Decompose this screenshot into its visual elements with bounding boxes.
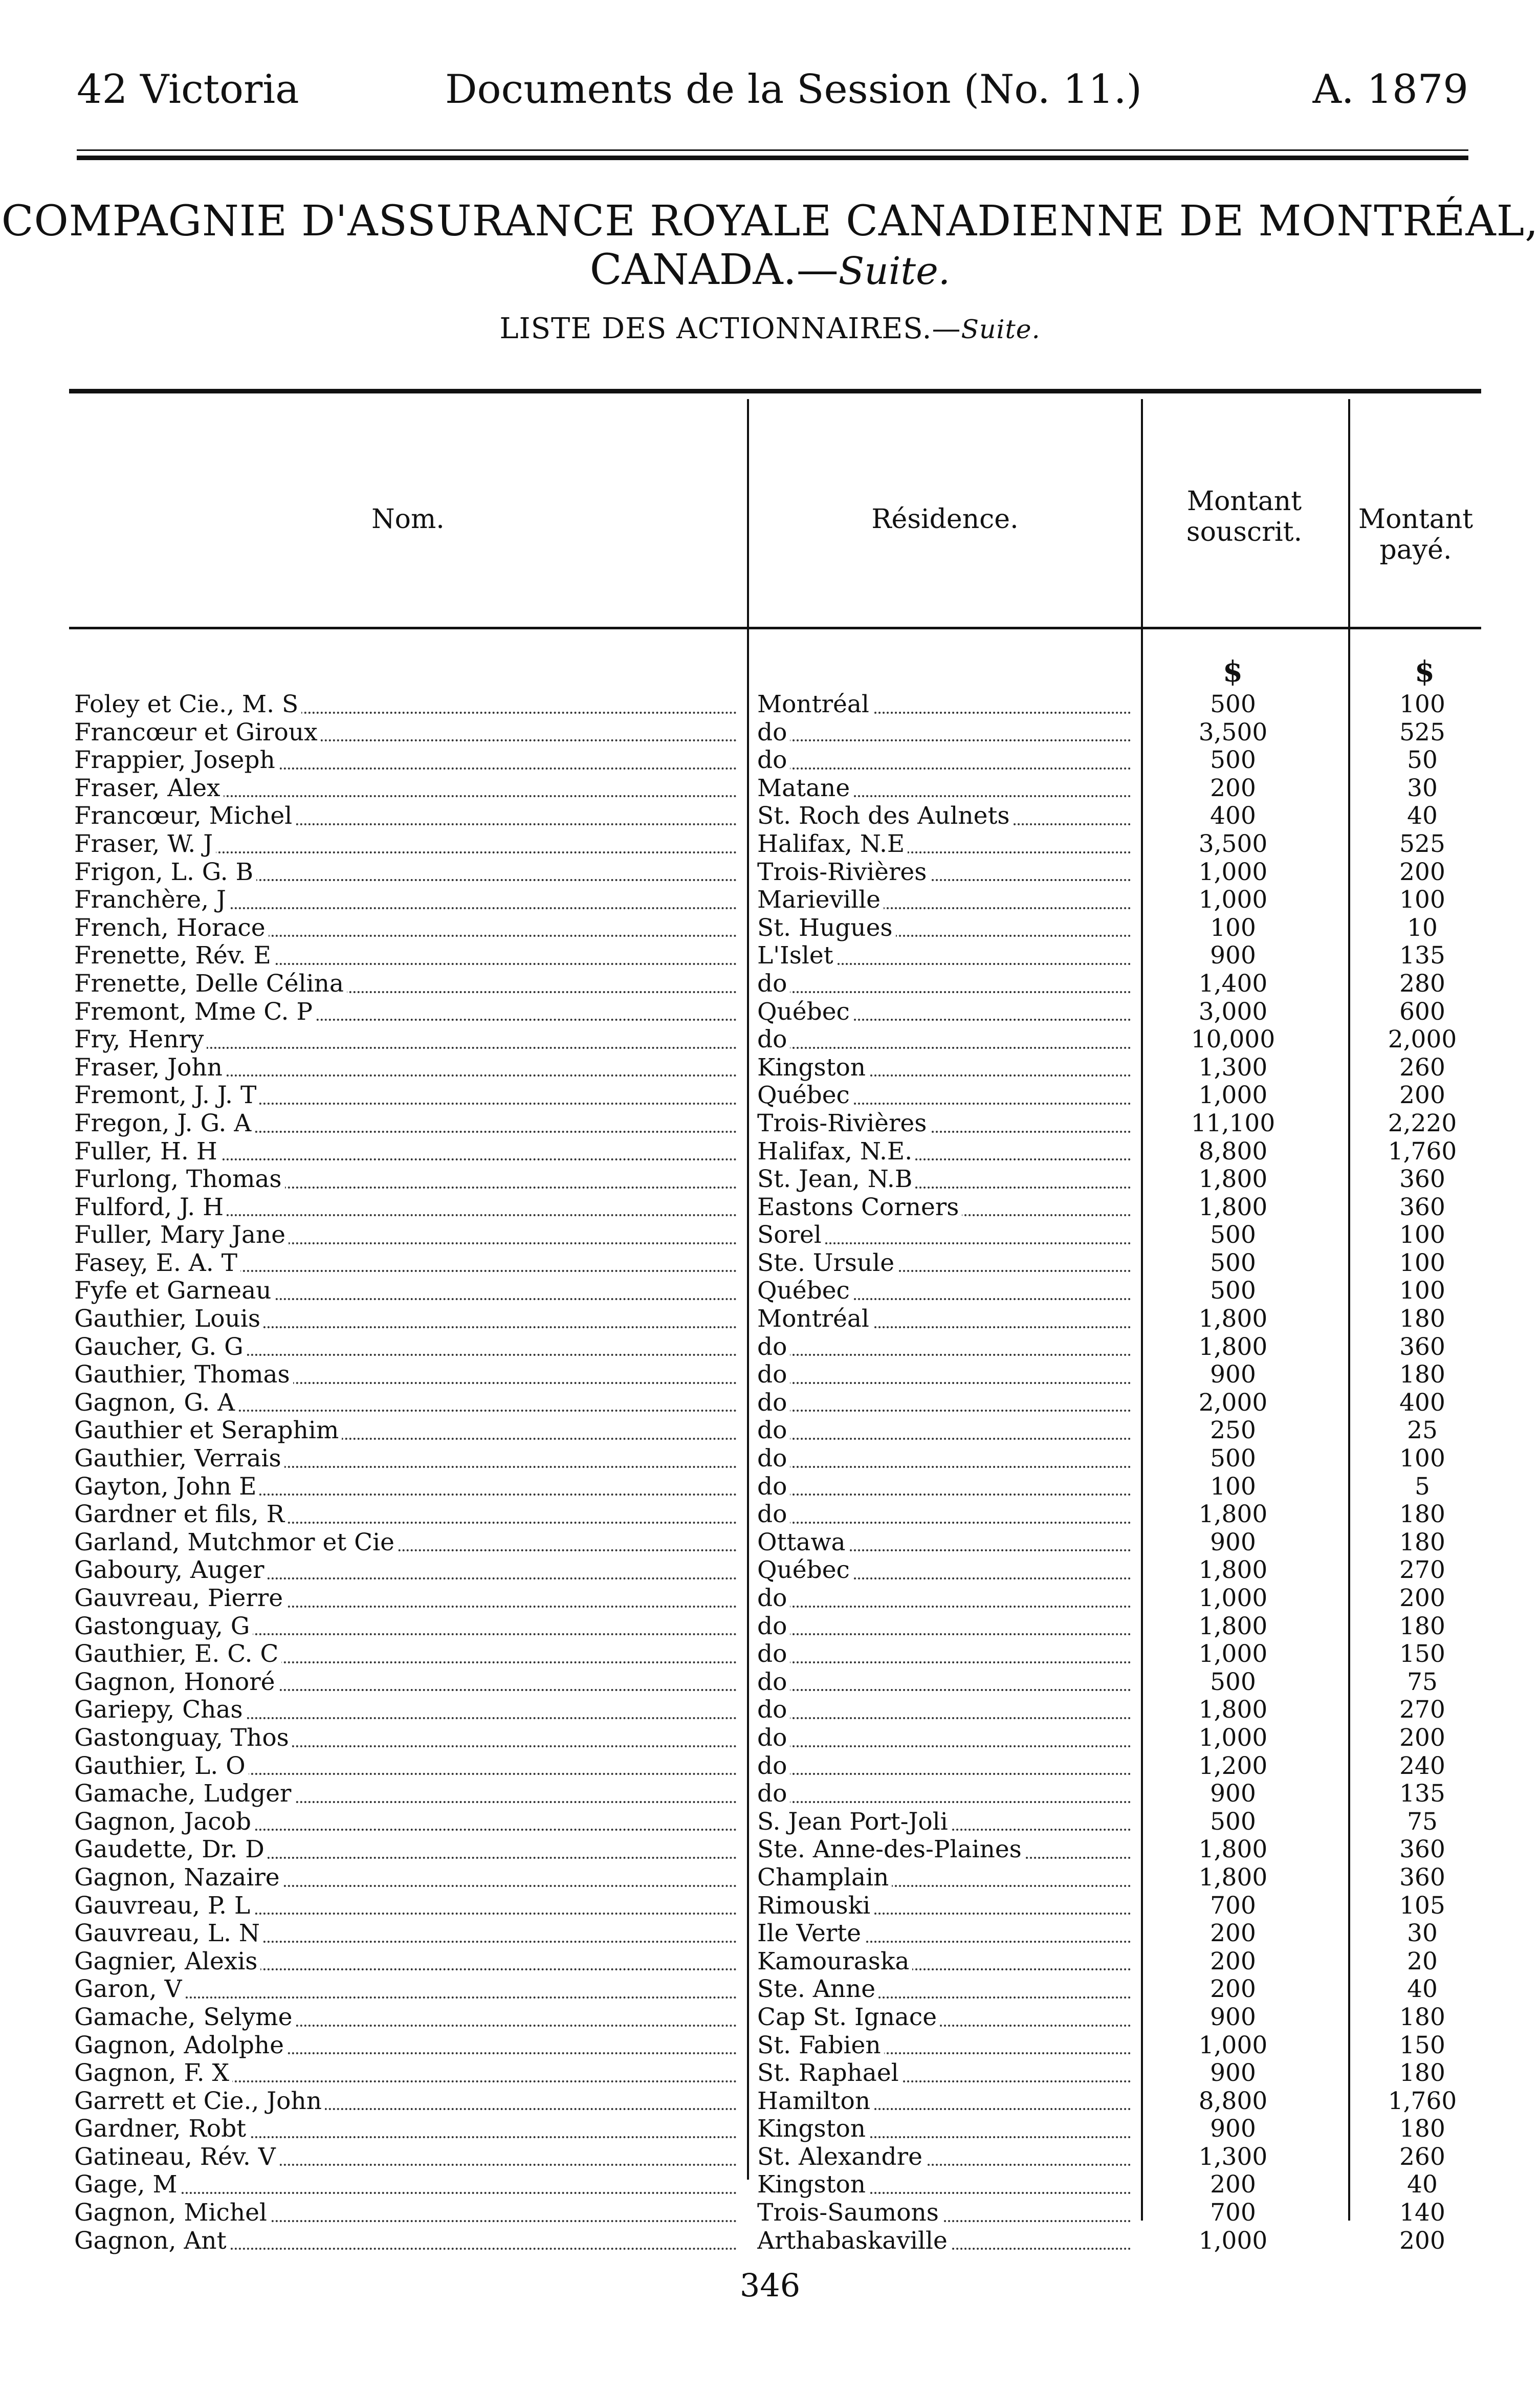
cell-residence: do (757, 719, 1115, 747)
list-title: LISTE DES ACTIONNAIRES.—Suite. (499, 312, 1041, 345)
cell-montant-souscrit: 200 (1210, 1920, 1256, 1948)
cell-name: Garland, Mutchmor et Cie (74, 1529, 724, 1557)
column-header-residence: Résidence. (871, 504, 1019, 535)
cell-name: Furlong, Thomas (74, 1166, 724, 1194)
cell-montant-paye: 240 (1399, 1752, 1445, 1780)
running-head-center: Documents de la Session (No. 11.) (445, 67, 1142, 113)
cell-montant-souscrit: 900 (1210, 2059, 1256, 2088)
cell-name: Frappier, Joseph (74, 747, 724, 775)
cell-name: Gauvreau, Pierre (74, 1585, 724, 1613)
cell-name: Gagnier, Alexis (74, 1948, 724, 1976)
cell-name: Gaudette, Dr. D (74, 1836, 724, 1864)
cell-name: Fulford, J. H (74, 1194, 724, 1222)
cell-name: Garrett et Cie., John (74, 2088, 724, 2116)
table-row (69, 2227, 1481, 2255)
column-header-montant-paye: Montant payé. (1358, 504, 1473, 565)
cell-montant-paye: 280 (1399, 970, 1445, 998)
cell-montant-paye: 40 (1407, 1975, 1438, 2004)
cell-residence: Hamilton (757, 2088, 1115, 2116)
cell-montant-souscrit: 250 (1210, 1417, 1256, 1445)
cell-name: Frigon, L. G. B (74, 859, 724, 887)
cell-residence: St. Roch des Aulnets (757, 802, 1115, 830)
cell-montant-souscrit: 1,800 (1198, 1305, 1268, 1333)
cell-residence: do (757, 1333, 1115, 1362)
cell-montant-souscrit: 100 (1210, 914, 1256, 942)
table-top-rule (69, 389, 1481, 393)
cell-name: Fraser, Alex (74, 775, 724, 803)
cell-residence: do (757, 1640, 1115, 1668)
cell-name: Gamache, Selyme (74, 2004, 724, 2032)
cell-montant-paye: 105 (1399, 1892, 1445, 1920)
cell-name: Gauthier, E. C. C (74, 1640, 724, 1668)
cell-montant-souscrit: 500 (1210, 691, 1256, 718)
cell-residence: St. Fabien (757, 2032, 1115, 2060)
cell-residence: Ste. Anne-des-Plaines (757, 1836, 1115, 1864)
cell-montant-paye: 270 (1399, 1696, 1445, 1724)
cell-residence: do (757, 1668, 1115, 1697)
cell-montant-souscrit: 1,200 (1198, 1752, 1268, 1780)
cell-residence: do (757, 1501, 1115, 1529)
cell-residence: do (757, 1752, 1115, 1781)
cell-name: French, Horace (74, 914, 724, 942)
cell-residence: Québec (757, 1556, 1115, 1585)
cell-name: Gagnon, Ant (74, 2227, 724, 2255)
cell-montant-souscrit: 8,800 (1198, 2087, 1268, 2115)
cell-residence: Matane (757, 775, 1115, 803)
cell-montant-souscrit: 1,300 (1198, 1053, 1268, 1082)
cell-montant-paye: 5 (1415, 1473, 1430, 1501)
cell-montant-souscrit: 1,800 (1198, 1556, 1268, 1585)
cell-montant-souscrit: 1,800 (1198, 1863, 1268, 1892)
cell-montant-paye: 75 (1407, 1808, 1438, 1836)
cell-montant-souscrit: 1,000 (1198, 2031, 1268, 2059)
cell-montant-paye: 180 (1399, 1361, 1445, 1389)
cell-name: Gastonguay, G (74, 1613, 724, 1641)
cell-montant-souscrit: 500 (1210, 1445, 1256, 1473)
cell-name: Gaucher, G. G (74, 1333, 724, 1362)
cell-montant-souscrit: 100 (1210, 1473, 1256, 1501)
cell-montant-paye: 200 (1399, 1082, 1445, 1110)
cell-residence: Montréal (757, 691, 1115, 719)
cell-montant-souscrit: 900 (1210, 2115, 1256, 2143)
cell-montant-paye: 260 (1399, 2143, 1445, 2171)
cell-montant-souscrit: 500 (1210, 1668, 1256, 1696)
cell-montant-souscrit: 200 (1210, 1975, 1256, 2004)
cell-montant-paye: 100 (1399, 886, 1445, 914)
cell-montant-souscrit: 1,800 (1198, 1836, 1268, 1864)
cell-name: Franchère, J (74, 886, 724, 914)
cell-name: Gauthier, Thomas (74, 1361, 724, 1389)
cell-montant-souscrit: 500 (1210, 1808, 1256, 1836)
cell-montant-paye: 360 (1399, 1193, 1445, 1221)
cell-residence: Québec (757, 1082, 1115, 1110)
cell-montant-souscrit: 900 (1210, 942, 1256, 970)
cell-residence: do (757, 1417, 1115, 1445)
cell-montant-paye: 30 (1407, 1920, 1438, 1948)
cell-residence: do (757, 1473, 1115, 1501)
cell-montant-souscrit: 3,500 (1198, 830, 1268, 858)
cell-montant-paye: 180 (1399, 2003, 1445, 2031)
cell-montant-souscrit: 1,000 (1198, 1724, 1268, 1752)
cell-montant-paye: 25 (1407, 1417, 1438, 1445)
cell-montant-souscrit: 1,800 (1198, 1333, 1268, 1361)
cell-residence: do (757, 1780, 1115, 1808)
cell-montant-paye: 135 (1399, 942, 1445, 970)
cell-residence: Ile Verte (757, 1920, 1115, 1948)
cell-montant-souscrit: 1,400 (1198, 970, 1268, 998)
cell-residence: St. Alexandre (757, 2143, 1115, 2171)
shareholders-table (69, 379, 1481, 2267)
cell-montant-paye: 200 (1399, 1724, 1445, 1752)
cell-residence: Rimouski (757, 1892, 1115, 1920)
cell-name: Gayton, John E (74, 1473, 724, 1501)
cell-montant-souscrit: 1,800 (1198, 1612, 1268, 1640)
cell-montant-souscrit: 1,000 (1198, 1585, 1268, 1612)
cell-montant-souscrit: 500 (1210, 1249, 1256, 1277)
cell-montant-paye: 40 (1407, 2171, 1438, 2199)
cell-montant-souscrit: 400 (1210, 802, 1256, 830)
running-head-right: A. 1879 (1312, 67, 1468, 113)
cell-montant-paye: 30 (1407, 774, 1438, 802)
cell-montant-paye: 75 (1407, 1668, 1438, 1696)
cell-montant-paye: 180 (1399, 1305, 1445, 1333)
cell-montant-paye: 40 (1407, 802, 1438, 830)
cell-montant-souscrit: 1,000 (1198, 2227, 1268, 2255)
cell-residence: Eastons Corners (757, 1194, 1115, 1222)
column-header-name: Nom. (371, 504, 445, 535)
cell-montant-souscrit: 200 (1210, 2171, 1256, 2199)
cell-residence: Trois-Saumons (757, 2199, 1115, 2227)
cell-residence: Québec (757, 1277, 1115, 1305)
cell-montant-souscrit: 200 (1210, 1947, 1256, 1975)
cell-name: Gagnon, Jacob (74, 1808, 724, 1836)
cell-residence: do (757, 1026, 1115, 1054)
cell-montant-paye: 2,000 (1388, 1026, 1457, 1054)
table-body (69, 691, 1481, 2255)
cell-name: Gauthier, Verrais (74, 1445, 724, 1473)
cell-montant-souscrit: 1,800 (1198, 1501, 1268, 1529)
cell-residence: S. Jean Port-Joli (757, 1808, 1115, 1836)
cell-name: Gagnon, Honoré (74, 1668, 724, 1697)
cell-name: Fraser, W. J (74, 830, 724, 859)
cell-montant-paye: 100 (1399, 1221, 1445, 1249)
cell-residence: St. Raphael (757, 2059, 1115, 2088)
document-title-line-2: CANADA.—Suite. (589, 246, 951, 294)
cell-residence: Kingston (757, 2115, 1115, 2143)
cell-residence: Montréal (757, 1305, 1115, 1333)
cell-montant-paye: 1,760 (1388, 2087, 1457, 2115)
cell-montant-souscrit: 2,000 (1198, 1389, 1268, 1417)
cell-montant-souscrit: 900 (1210, 1361, 1256, 1389)
cell-name: Gagnon, Michel (74, 2199, 724, 2227)
cell-montant-paye: 100 (1399, 1445, 1445, 1473)
cell-montant-paye: 360 (1399, 1166, 1445, 1194)
cell-montant-paye: 400 (1399, 1389, 1445, 1417)
cell-residence: do (757, 1696, 1115, 1724)
header-bottom-rule (69, 627, 1481, 629)
cell-name: Francœur, Michel (74, 802, 724, 830)
cell-name: Garon, V (74, 1975, 724, 2004)
cell-name: Fyfe et Garneau (74, 1277, 724, 1305)
cell-montant-souscrit: 900 (1210, 2003, 1256, 2031)
cell-name: Gardner, Robt (74, 2115, 724, 2143)
cell-name: Fry, Henry (74, 1026, 724, 1054)
cell-montant-souscrit: 1,000 (1198, 1640, 1268, 1668)
cell-name: Gauthier et Seraphim (74, 1417, 724, 1445)
cell-name: Fuller, H. H (74, 1138, 724, 1166)
cell-name: Foley et Cie., M. S (74, 691, 724, 719)
cell-residence: do (757, 1361, 1115, 1389)
cell-name: Fasey, E. A. T (74, 1249, 724, 1278)
cell-name: Gagnon, Nazaire (74, 1864, 724, 1892)
cell-montant-souscrit: 1,000 (1198, 858, 1268, 886)
currency-symbol-souscrit: $ (1223, 655, 1243, 689)
cell-montant-souscrit: 1,800 (1198, 1696, 1268, 1724)
cell-montant-paye: 525 (1399, 830, 1445, 858)
cell-residence: St. Hugues (757, 914, 1115, 942)
cell-residence: Ottawa (757, 1529, 1115, 1557)
cell-montant-souscrit: 500 (1210, 1277, 1256, 1305)
cell-montant-paye: 200 (1399, 858, 1445, 886)
cell-montant-souscrit: 1,800 (1198, 1166, 1268, 1194)
cell-montant-paye: 360 (1399, 1333, 1445, 1361)
cell-montant-souscrit: 3,000 (1198, 998, 1268, 1026)
cell-name: Gauthier, L. O (74, 1752, 724, 1781)
cell-name: Gaboury, Auger (74, 1556, 724, 1585)
header-rule-top (77, 149, 1468, 151)
cell-name: Gardner et fils, R (74, 1501, 724, 1529)
cell-montant-souscrit: 1,000 (1198, 1082, 1268, 1110)
cell-montant-paye: 135 (1399, 1780, 1445, 1808)
cell-montant-souscrit: 1,000 (1198, 886, 1268, 914)
cell-residence: Ste. Ursule (757, 1249, 1115, 1278)
cell-montant-paye: 150 (1399, 1640, 1445, 1668)
cell-montant-souscrit: 900 (1210, 1780, 1256, 1808)
cell-montant-paye: 10 (1407, 914, 1438, 942)
cell-montant-souscrit: 500 (1210, 747, 1256, 775)
cell-name: Gauthier, Louis (74, 1305, 724, 1333)
cell-montant-souscrit: 900 (1210, 1528, 1256, 1556)
cell-residence: Marieville (757, 886, 1115, 914)
cell-name: Gatineau, Rév. V (74, 2143, 724, 2171)
cell-montant-paye: 525 (1399, 718, 1445, 747)
cell-residence: do (757, 970, 1115, 998)
cell-montant-paye: 260 (1399, 1053, 1445, 1082)
cell-name: Francœur et Giroux (74, 719, 724, 747)
cell-residence: do (757, 1724, 1115, 1752)
cell-montant-souscrit: 11,100 (1191, 1109, 1275, 1137)
cell-montant-paye: 100 (1399, 691, 1445, 718)
cell-name: Gauvreau, L. N (74, 1920, 724, 1948)
cell-name: Gauvreau, P. L (74, 1892, 724, 1920)
cell-name: Gamache, Ludger (74, 1780, 724, 1808)
page-number: 346 (739, 2267, 801, 2304)
cell-montant-paye: 2,220 (1388, 1109, 1457, 1137)
cell-name: Gage, M (74, 2171, 724, 2199)
cell-montant-paye: 600 (1399, 998, 1445, 1026)
cell-residence: Kingston (757, 2171, 1115, 2199)
cell-montant-souscrit: 10,000 (1191, 1026, 1275, 1054)
cell-montant-paye: 200 (1399, 1585, 1445, 1612)
cell-name: Gariepy, Chas (74, 1696, 724, 1724)
cell-montant-paye: 180 (1399, 1528, 1445, 1556)
cell-montant-paye: 180 (1399, 1612, 1445, 1640)
cell-residence: L'Islet (757, 942, 1115, 970)
running-head-left: 42 Victoria (77, 67, 299, 113)
cell-montant-souscrit: 1,800 (1198, 1193, 1268, 1221)
cell-montant-paye: 1,760 (1388, 1137, 1457, 1166)
cell-montant-paye: 180 (1399, 1501, 1445, 1529)
cell-montant-paye: 100 (1399, 1249, 1445, 1277)
cell-residence: St. Jean, N.B (757, 1166, 1115, 1194)
cell-name: Gagnon, F. X (74, 2059, 724, 2088)
cell-montant-souscrit: 700 (1210, 2199, 1256, 2227)
cell-montant-souscrit: 8,800 (1198, 1137, 1268, 1166)
cell-name: Fregon, J. G. A (74, 1110, 724, 1138)
cell-montant-paye: 360 (1399, 1863, 1445, 1892)
cell-residence: do (757, 1389, 1115, 1417)
cell-name: Gagnon, Adolphe (74, 2032, 724, 2060)
cell-montant-paye: 100 (1399, 1277, 1445, 1305)
currency-symbol-paye: $ (1415, 655, 1435, 689)
cell-residence: Trois-Rivières (757, 859, 1115, 887)
cell-montant-souscrit: 200 (1210, 774, 1256, 802)
cell-name: Gastonguay, Thos (74, 1724, 724, 1752)
cell-name: Fuller, Mary Jane (74, 1221, 724, 1249)
cell-residence: Kingston (757, 1054, 1115, 1082)
cell-residence: Québec (757, 998, 1115, 1026)
header-rule-bottom (77, 156, 1468, 160)
cell-residence: do (757, 1445, 1115, 1473)
cell-montant-souscrit: 1,300 (1198, 2143, 1268, 2171)
cell-montant-souscrit: 700 (1210, 1892, 1256, 1920)
cell-name: Fremont, Mme C. P (74, 998, 724, 1026)
column-header-montant-souscrit: Montant souscrit. (1186, 486, 1303, 547)
cell-montant-paye: 270 (1399, 1556, 1445, 1585)
cell-name: Gagnon, G. A (74, 1389, 724, 1417)
cell-residence: Ste. Anne (757, 1975, 1115, 2004)
cell-residence: Cap St. Ignace (757, 2004, 1115, 2032)
cell-residence: Trois-Rivières (757, 1110, 1115, 1138)
cell-name: Frenette, Rév. E (74, 942, 724, 970)
cell-montant-souscrit: 3,500 (1198, 718, 1268, 747)
cell-residence: do (757, 747, 1115, 775)
cell-name: Fraser, John (74, 1054, 724, 1082)
cell-residence: Sorel (757, 1221, 1115, 1249)
cell-residence: Halifax, N.E (757, 830, 1115, 859)
cell-montant-paye: 140 (1399, 2199, 1445, 2227)
cell-residence: do (757, 1613, 1115, 1641)
document-title: COMPAGNIE D'ASSURANCE ROYALE CANADIENNE DE MONTRÉAL, (1, 197, 1539, 246)
cell-residence: do (757, 1585, 1115, 1613)
cell-montant-paye: 20 (1407, 1947, 1438, 1975)
cell-montant-souscrit: 500 (1210, 1221, 1256, 1249)
cell-residence: Kamouraska (757, 1948, 1115, 1976)
running-head (77, 61, 1468, 118)
cell-montant-paye: 200 (1399, 2227, 1445, 2255)
cell-name: Fremont, J. J. T (74, 1082, 724, 1110)
cell-montant-paye: 50 (1407, 747, 1438, 775)
cell-montant-paye: 180 (1399, 2115, 1445, 2143)
cell-residence: Champlain (757, 1864, 1115, 1892)
cell-name: Frenette, Delle Célina (74, 970, 724, 998)
cell-residence: Arthabaskaville (757, 2227, 1115, 2255)
cell-montant-paye: 180 (1399, 2059, 1445, 2088)
cell-residence: Halifax, N.E. (757, 1138, 1115, 1166)
cell-montant-paye: 150 (1399, 2031, 1445, 2059)
cell-montant-paye: 360 (1399, 1836, 1445, 1864)
